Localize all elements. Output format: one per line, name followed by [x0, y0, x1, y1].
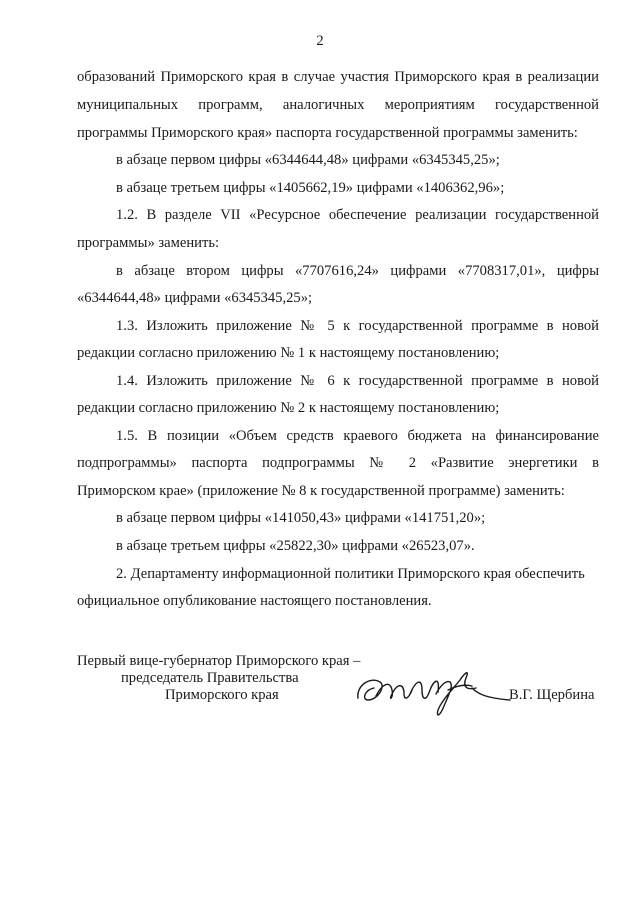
- text-line: в абзаце третьем цифры «1405662,19» цифрами «1406362,96»;: [116, 180, 505, 196]
- text-line: в абзаце втором цифры «7707616,24» цифрами «7708317,01», цифры: [116, 263, 599, 279]
- text-line: 1.2. В разделе VII «Ресурсное обеспечение реализации государственной: [116, 207, 599, 223]
- text-line: в абзаце первом цифры «141050,43» цифрами «141751,20»;: [116, 510, 486, 526]
- signatory-position-line2: председатель Правительства: [121, 670, 299, 686]
- signatory-position-line1: Первый вице-губернатор Приморского края –: [77, 653, 361, 669]
- text-line: Приморском крае» (приложение № 8 к государственной программе) заменить:: [77, 483, 565, 499]
- text-line: подпрограммы» паспорта подпрограммы № 2 «Развитие энергетики в: [77, 455, 599, 471]
- text-line: программы Приморского края» паспорта государственной программы заменить:: [77, 125, 578, 141]
- text-line: редакции согласно приложению № 1 к настоящему постановлению;: [77, 345, 500, 361]
- text-line: в абзаце первом цифры «6344644,48» цифрами «6345345,25»;: [116, 152, 500, 168]
- text-line: 2. Департаменту информационной политики Приморского края обеспечить: [116, 566, 585, 582]
- text-line: 1.4. Изложить приложение № 6 к государственной программе в новой: [116, 373, 599, 389]
- page-number: 2: [316, 33, 324, 49]
- signatory-name: В.Г. Щербина: [509, 687, 595, 703]
- text-line: 1.3. Изложить приложение № 5 к государственной программе в новой: [116, 318, 599, 334]
- text-line: «6344644,48» цифрами «6345345,25»;: [77, 290, 313, 306]
- text-line: официальное опубликование настоящего постановления.: [77, 593, 432, 609]
- signatory-position-line3: Приморского края: [165, 687, 279, 703]
- text-line: программы» заменить:: [77, 235, 220, 251]
- text-line: в абзаце третьем цифры «25822,30» цифрами «26523,07».: [116, 538, 475, 554]
- text-line: муниципальных программ, аналогичных мероприятиям государственной: [77, 97, 599, 113]
- text-line: образований Приморского края в случае участия Приморского края в реализации: [77, 69, 599, 85]
- handwritten-signature: [352, 660, 512, 722]
- text-line: 1.5. В позиции «Объем средств краевого бюджета на финансирование: [116, 428, 599, 444]
- text-line: редакции согласно приложению № 2 к настоящему постановлению;: [77, 400, 500, 416]
